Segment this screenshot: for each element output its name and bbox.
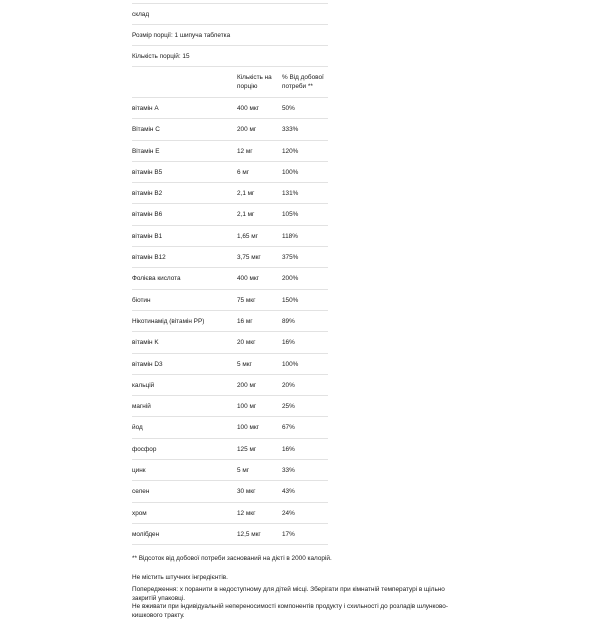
nutrient-amount: 20 мкг	[237, 339, 256, 347]
nutrient-percent: 120%	[282, 147, 299, 155]
nutrient-percent: 43%	[282, 488, 295, 496]
nutrient-amount: 12 мг	[237, 147, 253, 155]
nutrient-name: вітамін B1	[132, 232, 163, 240]
nutrient-name: вітамін B6	[132, 211, 163, 219]
nutrient-percent: 24%	[282, 509, 295, 517]
nutrient-name: Нікотинамід (вітамін PP)	[132, 317, 205, 325]
table-row	[132, 503, 328, 524]
table-row	[132, 204, 328, 225]
footnote: ** Відсоток від добової потреби заснований на дієті в 2000 калорій.	[132, 555, 332, 563]
nutrient-percent: 100%	[282, 168, 299, 176]
nutrient-amount: 3,75 мкг	[237, 254, 261, 262]
nutrient-name: фосфор	[132, 445, 157, 453]
table-row	[132, 290, 328, 311]
nutrient-amount: 100 мг	[237, 403, 257, 411]
warning-line-1: Попередження: х поранити в недоступному для дітей місці. Зберігати при кімнатній температурі в щільно закритій упаковці.	[132, 586, 445, 602]
table-row	[132, 119, 328, 140]
nutrient-percent: 67%	[282, 424, 295, 432]
nutrient-name: магній	[132, 403, 151, 411]
nutrient-name: вітамін A	[132, 105, 159, 112]
nutrient-amount: 100 мкг	[237, 424, 259, 432]
nutrient-amount: 30 мкг	[237, 488, 256, 496]
nutrient-amount: 200 мг	[237, 126, 257, 134]
column-header-percent: % Від добової потреби **	[282, 74, 324, 90]
nutrient-name: Фолієва кислота	[132, 275, 181, 283]
nutrient-amount: 5 мкг	[237, 360, 252, 368]
table-row	[132, 460, 328, 481]
table-row	[132, 524, 328, 545]
nutrient-amount: 400 мкг	[237, 105, 259, 112]
serving-size: Розмір порції: 1 шипуча таблетка	[132, 32, 231, 39]
nutrient-name: вітамін K	[132, 339, 159, 347]
nutrient-name: йод	[132, 424, 143, 432]
table-row	[132, 247, 328, 268]
nutrient-amount: 2,1 мг	[237, 190, 255, 198]
nutrient-name: цинк	[132, 467, 146, 475]
servings-count-row	[132, 46, 328, 67]
nutrient-amount: 6 мг	[237, 168, 250, 176]
nutrient-percent: 50%	[282, 105, 295, 112]
nutrient-name: Вітамін C	[132, 126, 160, 134]
nutrient-amount: 125 мг	[237, 445, 257, 453]
nutrient-percent: 16%	[282, 339, 295, 347]
nutrient-amount: 75 мкг	[237, 296, 256, 304]
nutrient-amount: 12 мкг	[237, 509, 256, 517]
table-row	[132, 226, 328, 247]
nutrient-amount: 400 мкг	[237, 275, 259, 283]
nutrient-amount: 12,5 мкг	[237, 530, 261, 538]
nutrient-amount: 200 мг	[237, 381, 257, 389]
nutrient-amount: 2,1 мг	[237, 211, 255, 219]
table-row	[132, 332, 328, 353]
no-artificial-note: Не містить штучних інгредієнтів.	[132, 574, 228, 582]
nutrient-percent: 16%	[282, 445, 295, 453]
nutrient-name: вітамін B2	[132, 190, 163, 198]
nutrient-percent: 200%	[282, 275, 299, 283]
nutrient-name: вітамін B12	[132, 254, 166, 262]
nutrient-percent: 89%	[282, 317, 295, 325]
nutrient-percent: 105%	[282, 211, 299, 219]
nutrient-name: хром	[132, 509, 147, 517]
table-row	[132, 375, 328, 396]
nutrient-percent: 33%	[282, 467, 295, 475]
nutrient-amount: 1,65 мг	[237, 232, 258, 240]
serving-size-row	[132, 25, 328, 46]
table-row	[132, 417, 328, 438]
table-row	[132, 162, 328, 183]
table-row	[132, 396, 328, 417]
table-row	[132, 98, 328, 119]
table-row	[132, 268, 328, 289]
table-row	[132, 354, 328, 375]
nutrient-percent: 100%	[282, 360, 299, 368]
nutrient-name: вітамін B5	[132, 168, 163, 176]
warning	[132, 586, 452, 620]
nutrient-percent: 150%	[282, 296, 299, 304]
section-title-row	[132, 4, 328, 25]
table-row	[132, 481, 328, 502]
nutrient-percent: 333%	[282, 126, 299, 134]
servings-count: Кількість порцій: 15	[132, 53, 190, 60]
nutrient-percent: 118%	[282, 232, 298, 240]
nutrient-percent: 25%	[282, 403, 295, 411]
warning-line-2: Не вживати при індивідуальній непереносимості компонентів продукту і схильності до розладів шлунково-кишкового тракту.	[132, 603, 448, 619]
nutrient-percent: 17%	[282, 530, 295, 538]
table-row	[132, 183, 328, 204]
table-body	[132, 98, 328, 545]
nutrient-name: вітамін D3	[132, 360, 163, 368]
supplement-facts	[132, 0, 450, 620]
nutrient-percent: 20%	[282, 381, 295, 389]
table-row	[132, 141, 328, 162]
nutrient-percent: 131%	[282, 190, 299, 198]
nutrient-name: молібден	[132, 530, 160, 538]
nutrient-name: селен	[132, 488, 150, 496]
nutrition-table	[132, 0, 328, 545]
table-row	[132, 311, 328, 332]
section-title: склад	[132, 11, 150, 18]
nutrient-amount: 16 мг	[237, 317, 253, 325]
nutrient-name: кальцій	[132, 381, 155, 389]
nutrient-name: біотин	[132, 296, 151, 304]
nutrient-name: Вітамін E	[132, 147, 160, 155]
nutrient-amount: 5 мг	[237, 467, 250, 475]
column-header-amount: Кількість на порцію	[237, 74, 272, 90]
nutrient-percent: 375%	[282, 254, 299, 262]
table-header	[132, 67, 328, 98]
table-row	[132, 439, 328, 460]
